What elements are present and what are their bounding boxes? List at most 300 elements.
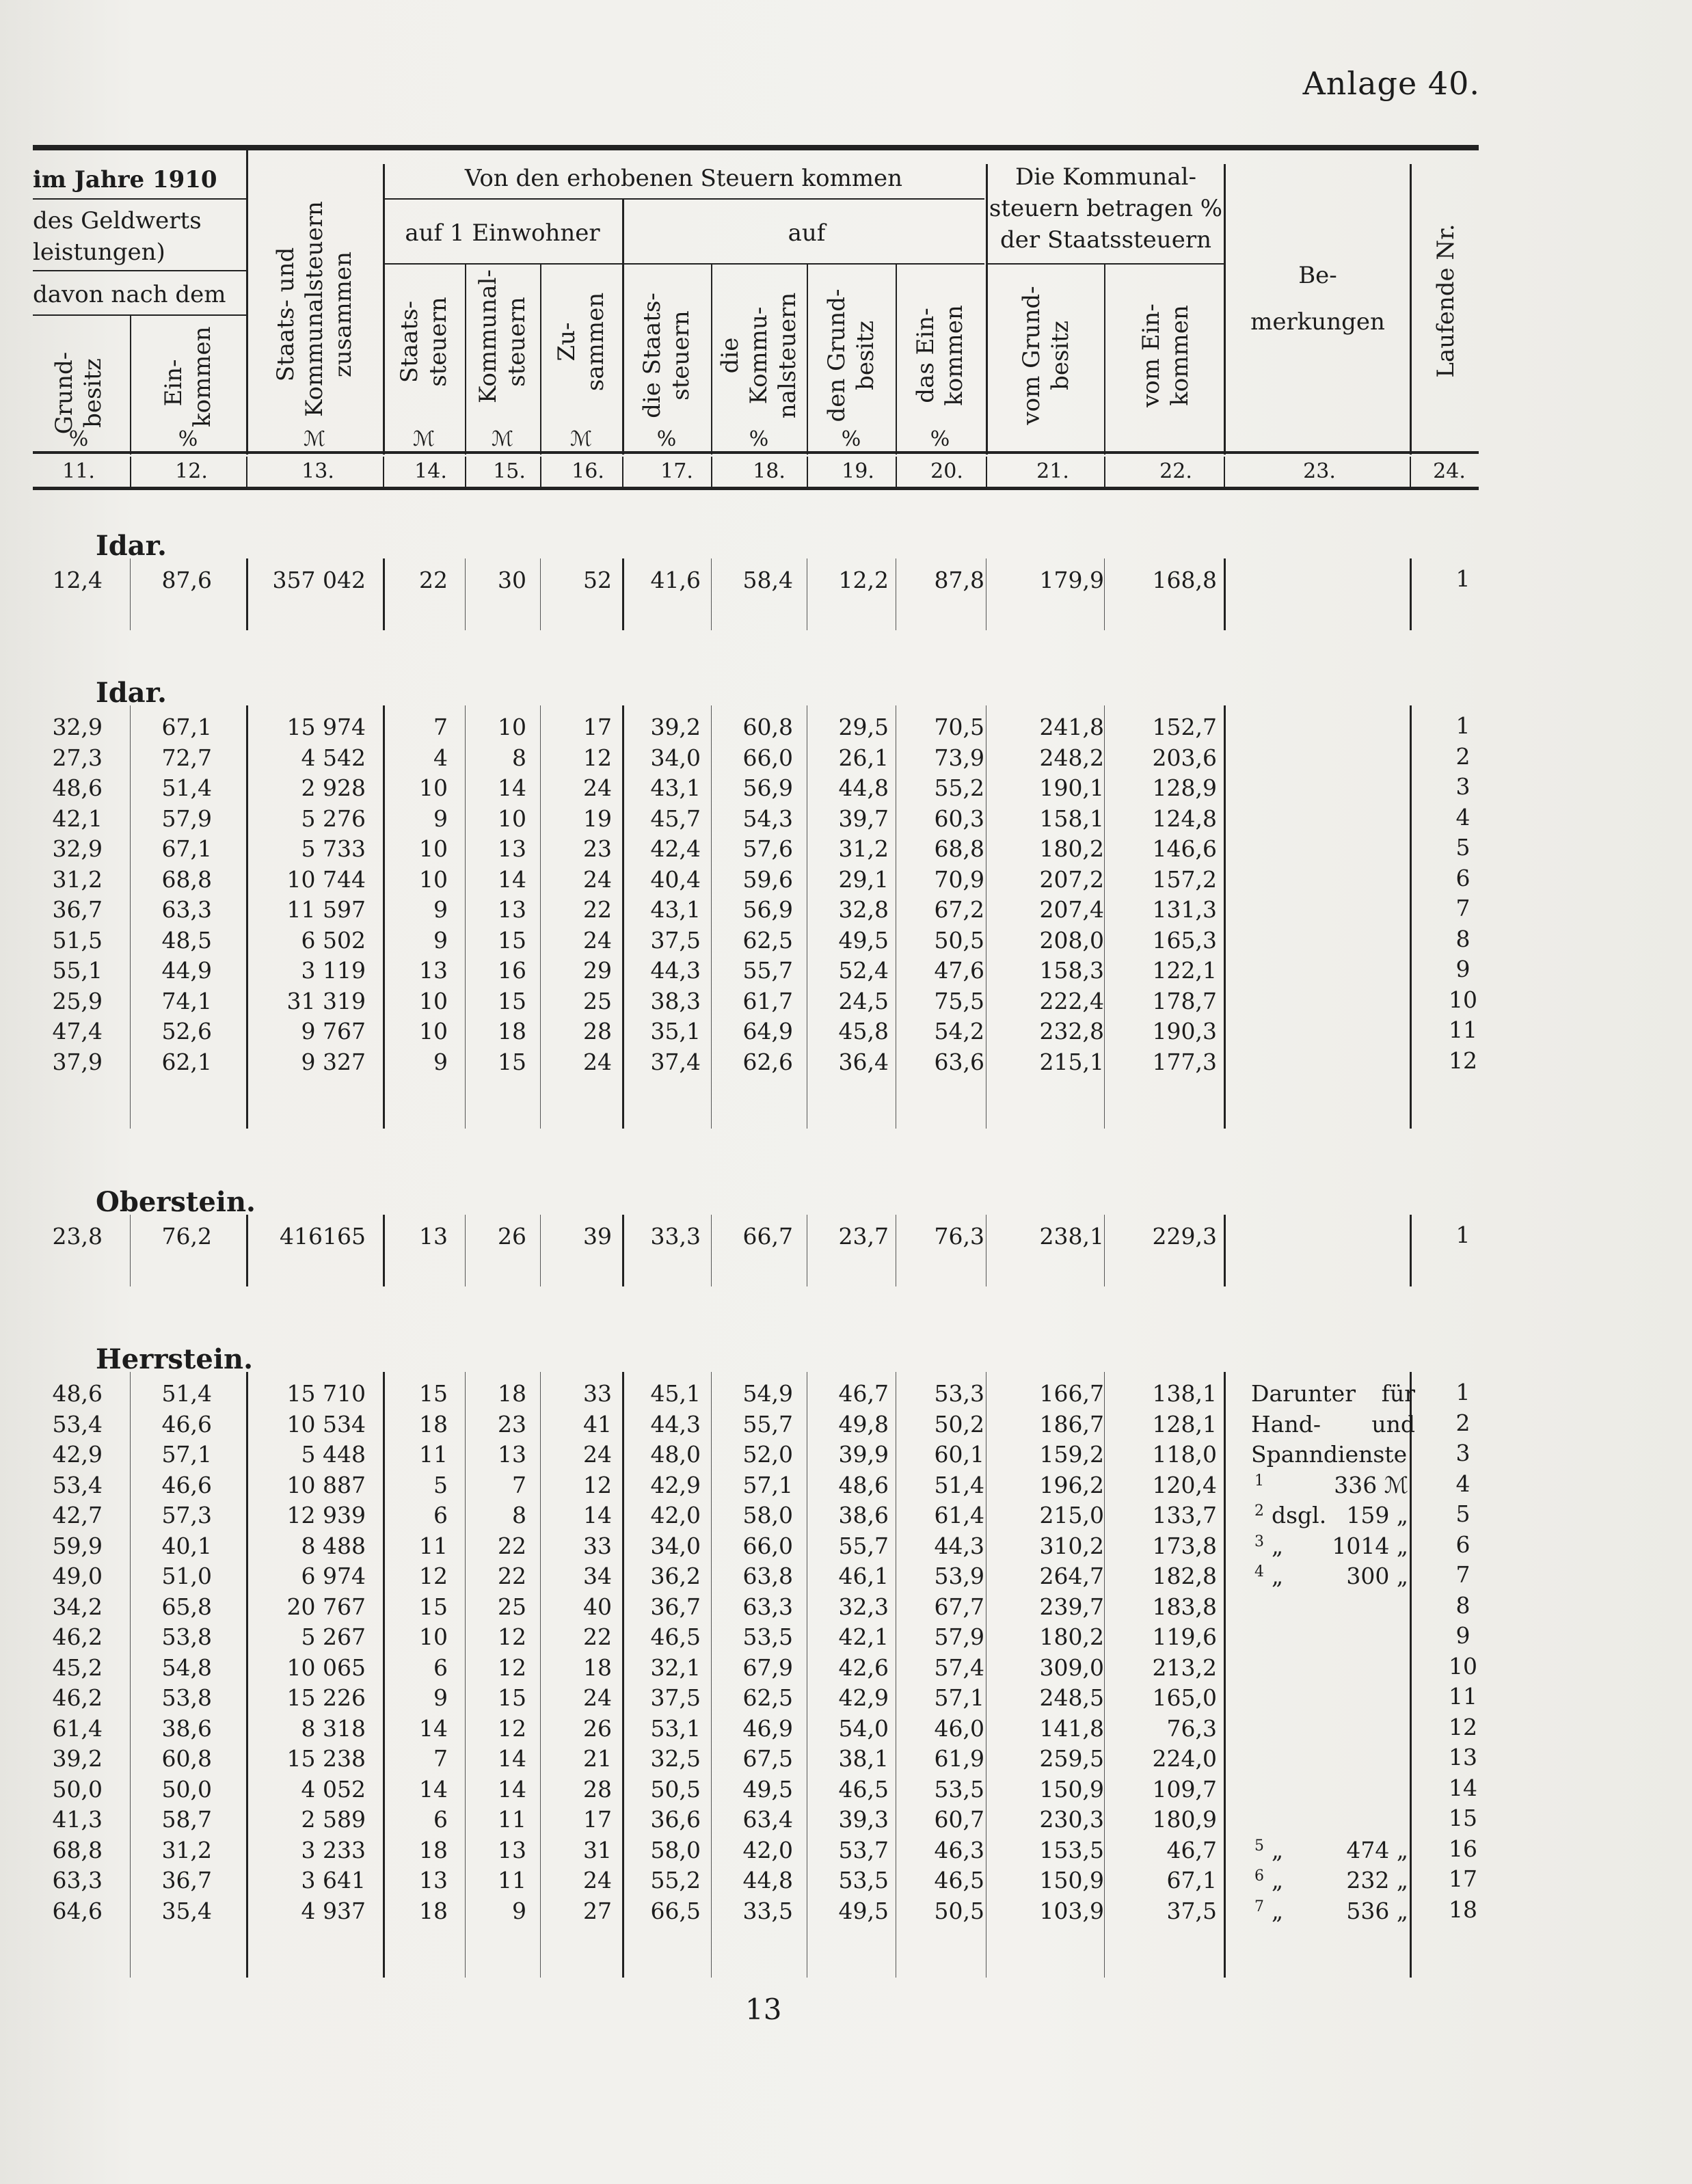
table-cell: 54,2 bbox=[934, 1018, 984, 1044]
table-cell: 60,8 bbox=[161, 1745, 212, 1772]
table-cell: 173,8 bbox=[1152, 1532, 1217, 1559]
header-divider bbox=[383, 164, 385, 455]
table-cell: 232,8 bbox=[1039, 1018, 1104, 1044]
table-cell: 30 bbox=[498, 567, 526, 593]
table-cell: 248,5 bbox=[1039, 1684, 1104, 1711]
table-cell: 55,7 bbox=[838, 1532, 889, 1559]
table-cell: 47,6 bbox=[934, 957, 984, 984]
header-geldwerts: des Geldwerts bbox=[33, 207, 202, 234]
table-cell: 5 bbox=[433, 1471, 448, 1498]
table-cell: 68,8 bbox=[934, 835, 984, 862]
table-cell: 67,2 bbox=[934, 896, 984, 923]
table-cell: 5 267 bbox=[301, 1623, 366, 1650]
table-cell: 62,5 bbox=[742, 926, 793, 954]
column-number: 14. bbox=[414, 459, 447, 483]
header-subrule bbox=[33, 270, 246, 271]
row-number: 11 bbox=[1449, 1683, 1477, 1710]
table-cell: 51,4 bbox=[934, 1471, 984, 1498]
table-cell: 109,7 bbox=[1152, 1775, 1217, 1803]
colnum-divider bbox=[383, 457, 384, 487]
table-cell: 46,2 bbox=[52, 1623, 103, 1650]
table-cell: 138,1 bbox=[1152, 1380, 1217, 1407]
table-cell: 6 974 bbox=[301, 1563, 366, 1589]
table-cell: 34 bbox=[583, 1563, 612, 1589]
table-cell: 51,4 bbox=[161, 774, 212, 801]
table-cell: 16 bbox=[498, 957, 526, 984]
table-cell: 20 767 bbox=[286, 1593, 366, 1620]
table-cell: 158,1 bbox=[1039, 805, 1104, 832]
table-cell: 122,1 bbox=[1152, 957, 1217, 984]
table-cell: 62,1 bbox=[161, 1048, 212, 1075]
row-number: 1 bbox=[1455, 565, 1471, 592]
table-cell: 67,1 bbox=[161, 835, 212, 862]
table-cell: 52,0 bbox=[742, 1441, 793, 1468]
table-cell: 37,5 bbox=[650, 1684, 701, 1711]
row-number: 10 bbox=[1449, 986, 1477, 1013]
row-number: 8 bbox=[1455, 925, 1471, 952]
table-cell: 31 bbox=[583, 1836, 612, 1863]
table-cell: 66,5 bbox=[650, 1897, 701, 1924]
table-cell: 57,6 bbox=[742, 835, 793, 862]
unit-label: ℳ bbox=[303, 427, 326, 451]
colnum-divider bbox=[465, 457, 466, 487]
page-header: Anlage 40. bbox=[1302, 65, 1480, 102]
table-cell: 46,6 bbox=[161, 1410, 212, 1438]
table-cell: 23 bbox=[583, 835, 612, 862]
table-cell: 10 bbox=[419, 1623, 448, 1650]
table-cell: 309,0 bbox=[1039, 1654, 1104, 1681]
table-cell: 46,7 bbox=[1166, 1836, 1217, 1863]
table-cell: 6 bbox=[433, 1502, 448, 1528]
table-cell: 39,2 bbox=[650, 714, 701, 740]
table-cell: 45,2 bbox=[52, 1654, 103, 1681]
table-cell: 8 bbox=[512, 744, 526, 771]
table-cell: 37,5 bbox=[650, 926, 701, 954]
table-cell: 46,7 bbox=[838, 1380, 889, 1407]
table-cell: 131,3 bbox=[1152, 896, 1217, 923]
table-cell: 124,8 bbox=[1152, 805, 1217, 832]
table-cell: 34,0 bbox=[650, 1532, 701, 1559]
row-number: 3 bbox=[1455, 773, 1471, 800]
table-cell: 196,2 bbox=[1039, 1471, 1104, 1498]
table-cell: 34,2 bbox=[52, 1593, 103, 1620]
table-cell: 61,4 bbox=[934, 1502, 984, 1528]
table-cell: 9 bbox=[433, 1048, 448, 1075]
table-cell: 33 bbox=[583, 1532, 612, 1559]
table-cell: 42,6 bbox=[838, 1654, 889, 1681]
table-cell: 230,3 bbox=[1039, 1806, 1104, 1833]
header-col14: Staats- steuern bbox=[396, 297, 452, 387]
footnote-mark: 3 bbox=[1254, 1533, 1264, 1550]
table-cell: 51,0 bbox=[161, 1563, 212, 1589]
header-group-von: Von den erhobenen Steuern kommen bbox=[464, 165, 903, 192]
table-cell: 64,6 bbox=[52, 1897, 103, 1924]
table-cell: 3 119 bbox=[301, 957, 366, 984]
table-cell: 67,7 bbox=[934, 1593, 984, 1620]
table-cell: 17 bbox=[583, 1806, 612, 1833]
table-cell: 53,8 bbox=[161, 1684, 212, 1711]
table-cell: 38,6 bbox=[161, 1714, 212, 1742]
table-cell: 7 bbox=[433, 1745, 448, 1772]
table-cell: 87,6 bbox=[161, 567, 212, 593]
table-cell: 13 bbox=[498, 1441, 526, 1468]
table-cell: 15 bbox=[419, 1593, 448, 1620]
table-cell: 15 238 bbox=[286, 1745, 366, 1772]
unit-label: % bbox=[178, 427, 198, 451]
table-cell: 70,5 bbox=[934, 714, 984, 740]
table-cell: 40,1 bbox=[161, 1532, 212, 1559]
table-cell: 53,4 bbox=[52, 1471, 103, 1498]
table-cell: 58,4 bbox=[742, 567, 793, 593]
colnum-divider bbox=[807, 457, 808, 487]
table-cell: 49,8 bbox=[838, 1410, 889, 1438]
column-rule bbox=[1410, 705, 1412, 1129]
table-cell: 57,1 bbox=[934, 1684, 984, 1711]
table-cell: 207,4 bbox=[1039, 896, 1104, 923]
table-cell: 14 bbox=[498, 865, 526, 893]
table-cell: 33,3 bbox=[650, 1223, 701, 1250]
table-cell: 60,8 bbox=[742, 714, 793, 740]
table-cell: 10 bbox=[419, 865, 448, 893]
table-cell: 18 bbox=[419, 1410, 448, 1438]
row-number: 18 bbox=[1449, 1896, 1477, 1923]
table-cell: 11 bbox=[419, 1441, 448, 1468]
footnote-mark: 2 bbox=[1254, 1502, 1264, 1520]
table-cell: 5 276 bbox=[301, 805, 366, 832]
table-cell: 12 bbox=[583, 1471, 612, 1498]
colnum-divider bbox=[1410, 457, 1411, 487]
table-cell: 24 bbox=[583, 1441, 612, 1468]
column-number: 12. bbox=[175, 459, 208, 483]
table-cell: 48,6 bbox=[52, 774, 103, 801]
row-number: 15 bbox=[1449, 1805, 1477, 1831]
table-cell: 46,5 bbox=[650, 1623, 701, 1650]
table-cell: 53,9 bbox=[934, 1563, 984, 1589]
table-cell: 7 bbox=[433, 714, 448, 740]
section-title: Oberstein. bbox=[96, 1186, 256, 1218]
table-cell: 248,2 bbox=[1039, 744, 1104, 771]
colnum-divider bbox=[622, 457, 623, 487]
unit-label: % bbox=[930, 427, 950, 451]
header-col11: Grund- besitz bbox=[51, 351, 107, 435]
column-rule bbox=[246, 1215, 248, 1286]
table-cell: 13 bbox=[419, 1867, 448, 1893]
row-number: 9 bbox=[1455, 1622, 1471, 1649]
table-cell: 62,5 bbox=[742, 1684, 793, 1711]
table-cell: 203,6 bbox=[1152, 744, 1217, 771]
table-cell: 168,8 bbox=[1152, 567, 1217, 593]
table-cell: 52,4 bbox=[838, 957, 889, 984]
table-cell: 41,6 bbox=[650, 567, 701, 593]
table-cell: 9 bbox=[433, 896, 448, 923]
table-cell: 15 bbox=[498, 926, 526, 954]
table-cell: 24,5 bbox=[838, 987, 889, 1014]
table-cell: 150,9 bbox=[1039, 1775, 1104, 1803]
table-cell: 42,9 bbox=[52, 1441, 103, 1468]
table-cell: 44,3 bbox=[650, 957, 701, 984]
table-cell: 39,2 bbox=[52, 1745, 103, 1772]
table-cell: 62,6 bbox=[742, 1048, 793, 1075]
table-cell: 46,2 bbox=[52, 1684, 103, 1711]
table-cell: 158,3 bbox=[1039, 957, 1104, 984]
row-number: 4 bbox=[1455, 803, 1471, 831]
table-cell: 215,0 bbox=[1039, 1502, 1104, 1528]
header-subrule bbox=[383, 263, 984, 265]
table-cell: 67,9 bbox=[742, 1654, 793, 1681]
table-cell: 146,6 bbox=[1152, 835, 1217, 862]
footnote-mark: 6 bbox=[1254, 1868, 1264, 1885]
row-number: 6 bbox=[1455, 1531, 1471, 1558]
remark-text: Hand- und bbox=[1251, 1410, 1415, 1438]
table-cell: 165,3 bbox=[1152, 926, 1217, 954]
table-cell: 119,6 bbox=[1152, 1623, 1217, 1650]
table-cell: 50,5 bbox=[650, 1775, 701, 1803]
table-cell: 50,0 bbox=[52, 1775, 103, 1803]
table-cell: 57,1 bbox=[161, 1441, 212, 1468]
table-cell: 49,5 bbox=[838, 1897, 889, 1924]
table-cell: 13 bbox=[498, 1836, 526, 1863]
table-cell: 53,1 bbox=[650, 1714, 701, 1742]
table-cell: 12 bbox=[498, 1714, 526, 1742]
table-cell: 57,4 bbox=[934, 1654, 984, 1681]
table-cell: 50,5 bbox=[934, 1897, 984, 1924]
table-cell: 190,3 bbox=[1152, 1018, 1217, 1044]
column-number: 22. bbox=[1159, 459, 1192, 483]
table-cell: 63,4 bbox=[742, 1806, 793, 1833]
table-cell: 46,3 bbox=[934, 1836, 984, 1863]
row-number: 14 bbox=[1449, 1774, 1477, 1801]
column-number: 23. bbox=[1303, 459, 1336, 483]
row-number: 12 bbox=[1449, 1713, 1477, 1740]
table-cell: 39,7 bbox=[838, 805, 889, 832]
table-cell: 180,2 bbox=[1039, 835, 1104, 862]
table-cell: 68,8 bbox=[52, 1836, 103, 1863]
table-cell: 49,5 bbox=[742, 1775, 793, 1803]
row-number: 2 bbox=[1455, 742, 1471, 770]
table-cell: 180,9 bbox=[1152, 1806, 1217, 1833]
table-cell: 18 bbox=[419, 1897, 448, 1924]
table-cell: 12 bbox=[498, 1623, 526, 1650]
remark-label: „ bbox=[1272, 1532, 1284, 1559]
table-cell: 23,7 bbox=[838, 1223, 889, 1250]
row-number: 10 bbox=[1449, 1652, 1477, 1680]
header-col23-1: Be- bbox=[1298, 262, 1337, 289]
header-kommunal-1: Die Kommunal- bbox=[1015, 163, 1196, 191]
table-cell: 42,9 bbox=[838, 1684, 889, 1711]
table-cell: 416165 bbox=[280, 1223, 366, 1250]
table-cell: 190,1 bbox=[1039, 774, 1104, 801]
table-cell: 57,9 bbox=[934, 1623, 984, 1650]
row-number: 1 bbox=[1455, 1222, 1471, 1248]
header-kommunal-2: steuern betragen % bbox=[989, 195, 1223, 222]
table-cell: 32,9 bbox=[52, 714, 103, 740]
unit-label: ℳ bbox=[569, 427, 593, 451]
table-cell: 66,0 bbox=[742, 744, 793, 771]
table-cell: 54,8 bbox=[161, 1654, 212, 1681]
header-divider bbox=[807, 263, 808, 455]
table-cell: 22 bbox=[583, 896, 612, 923]
table-cell: 4 542 bbox=[301, 744, 366, 771]
header-divider bbox=[1104, 263, 1105, 455]
table-cell: 55,2 bbox=[650, 1867, 701, 1893]
table-cell: 9 bbox=[433, 805, 448, 832]
table-cell: 10 065 bbox=[286, 1654, 366, 1681]
table-cell: 52,6 bbox=[161, 1018, 212, 1044]
colnum-divider bbox=[711, 457, 712, 487]
table-cell: 31,2 bbox=[52, 865, 103, 893]
table-cell: 9 767 bbox=[301, 1018, 366, 1044]
table-cell: 12 bbox=[498, 1654, 526, 1681]
table-cell: 58,0 bbox=[650, 1836, 701, 1863]
table-cell: 32,9 bbox=[52, 835, 103, 862]
table-cell: 310,2 bbox=[1039, 1532, 1104, 1559]
table-cell: 12,2 bbox=[838, 567, 889, 593]
table-cell: 55,7 bbox=[742, 957, 793, 984]
table-cell: 11 bbox=[498, 1806, 526, 1833]
table-cell: 40,4 bbox=[650, 865, 701, 893]
table-cell: 76,2 bbox=[161, 1223, 212, 1250]
table-cell: 46,5 bbox=[838, 1775, 889, 1803]
table-cell: 208,0 bbox=[1039, 926, 1104, 954]
table-cell: 39 bbox=[583, 1223, 612, 1250]
table-cell: 9 327 bbox=[301, 1048, 366, 1075]
table-cell: 29 bbox=[583, 957, 612, 984]
table-cell: 15 bbox=[498, 1684, 526, 1711]
table-cell: 24 bbox=[583, 926, 612, 954]
remark-value: 300 „ bbox=[1346, 1563, 1408, 1589]
table-cell: 50,5 bbox=[934, 926, 984, 954]
table-cell: 40 bbox=[583, 1593, 612, 1620]
table-cell: 25 bbox=[498, 1593, 526, 1620]
header-col22: vom Ein- kommen bbox=[1138, 304, 1194, 407]
table-cell: 63,3 bbox=[742, 1593, 793, 1620]
unit-label: % bbox=[749, 427, 769, 451]
table-cell: 38,1 bbox=[838, 1745, 889, 1772]
table-cell: 32,1 bbox=[650, 1654, 701, 1681]
table-cell: 53,8 bbox=[161, 1623, 212, 1650]
table-cell: 29,1 bbox=[838, 865, 889, 893]
section-title: Idar. bbox=[96, 530, 167, 562]
table-cell: 42,9 bbox=[650, 1471, 701, 1498]
table-cell: 229,3 bbox=[1152, 1223, 1217, 1250]
header-divider bbox=[622, 198, 624, 455]
colnum-bottom-rule bbox=[33, 487, 1479, 490]
table-cell: 53,3 bbox=[934, 1380, 984, 1407]
table-cell: 55,7 bbox=[742, 1410, 793, 1438]
table-cell: 60,1 bbox=[934, 1441, 984, 1468]
table-cell: 166,7 bbox=[1039, 1380, 1104, 1407]
header-subrule bbox=[33, 198, 246, 200]
table-cell: 32,5 bbox=[650, 1745, 701, 1772]
table-cell: 10 887 bbox=[286, 1471, 366, 1498]
table-cell: 45,8 bbox=[838, 1018, 889, 1044]
table-cell: 21 bbox=[583, 1745, 612, 1772]
table-cell: 27,3 bbox=[52, 744, 103, 771]
table-cell: 59,9 bbox=[52, 1532, 103, 1559]
table-cell: 26 bbox=[583, 1714, 612, 1742]
table-cell: 182,8 bbox=[1152, 1563, 1217, 1589]
table-cell: 33 bbox=[583, 1380, 612, 1407]
colnum-divider bbox=[1104, 457, 1105, 487]
table-cell: 259,5 bbox=[1039, 1745, 1104, 1772]
header-leistungen: leistungen) bbox=[33, 239, 165, 266]
table-cell: 2 589 bbox=[301, 1806, 366, 1833]
table-cell: 76,3 bbox=[1166, 1714, 1217, 1742]
table-cell: 165,0 bbox=[1152, 1684, 1217, 1711]
table-cell: 87,8 bbox=[934, 567, 984, 593]
table-cell: 8 488 bbox=[301, 1532, 366, 1559]
remark-label: „ bbox=[1272, 1897, 1284, 1924]
table-cell: 56,9 bbox=[742, 774, 793, 801]
table-cell: 23 bbox=[498, 1410, 526, 1438]
table-cell: 22 bbox=[498, 1532, 526, 1559]
footnote-mark: 1 bbox=[1254, 1472, 1264, 1489]
table-cell: 157,2 bbox=[1152, 865, 1217, 893]
table-cell: 3 641 bbox=[301, 1867, 366, 1893]
table-cell: 57,3 bbox=[161, 1502, 212, 1528]
table-cell: 39,3 bbox=[838, 1806, 889, 1833]
table-cell: 46,1 bbox=[838, 1563, 889, 1589]
table-cell: 39,9 bbox=[838, 1441, 889, 1468]
table-cell: 9 bbox=[512, 1897, 526, 1924]
table-cell: 42,0 bbox=[650, 1502, 701, 1528]
table-cell: 58,0 bbox=[742, 1502, 793, 1528]
table-cell: 24 bbox=[583, 1684, 612, 1711]
table-cell: 48,0 bbox=[650, 1441, 701, 1468]
table-cell: 24 bbox=[583, 1048, 612, 1075]
table-cell: 42,7 bbox=[52, 1502, 103, 1528]
table-cell: 239,7 bbox=[1039, 1593, 1104, 1620]
table-cell: 17 bbox=[583, 714, 612, 740]
table-cell: 44,9 bbox=[161, 957, 212, 984]
table-cell: 10 bbox=[498, 714, 526, 740]
header-kommunal-3: der Staatssteuern bbox=[1000, 226, 1211, 254]
table-cell: 44,8 bbox=[742, 1867, 793, 1893]
table-cell: 27 bbox=[583, 1897, 612, 1924]
table-cell: 41 bbox=[583, 1410, 612, 1438]
table-cell: 224,0 bbox=[1152, 1745, 1217, 1772]
table-cell: 18 bbox=[498, 1380, 526, 1407]
table-cell: 70,9 bbox=[934, 865, 984, 893]
header-subrule bbox=[383, 198, 984, 200]
table-cell: 53,5 bbox=[934, 1775, 984, 1803]
table-cell: 53,7 bbox=[838, 1836, 889, 1863]
table-cell: 67,5 bbox=[742, 1745, 793, 1772]
table-cell: 61,4 bbox=[52, 1714, 103, 1742]
unit-label: % bbox=[656, 427, 677, 451]
table-cell: 8 318 bbox=[301, 1714, 366, 1742]
header-davon: davon nach dem bbox=[33, 281, 226, 308]
row-number: 1 bbox=[1455, 712, 1471, 739]
table-cell: 10 bbox=[419, 835, 448, 862]
table-cell: 44,3 bbox=[934, 1532, 984, 1559]
footnote-mark: 7 bbox=[1254, 1898, 1264, 1915]
row-number: 1 bbox=[1455, 1379, 1471, 1405]
table-cell: 177,3 bbox=[1152, 1048, 1217, 1075]
table-cell: 18 bbox=[583, 1654, 612, 1681]
table-cell: 57,1 bbox=[742, 1471, 793, 1498]
table-cell: 36,2 bbox=[650, 1563, 701, 1589]
column-number: 17. bbox=[660, 459, 693, 483]
table-cell: 36,4 bbox=[838, 1048, 889, 1075]
footnote-mark: 4 bbox=[1254, 1563, 1264, 1580]
table-cell: 186,7 bbox=[1039, 1410, 1104, 1438]
table-cell: 32,3 bbox=[838, 1593, 889, 1620]
table-cell: 15 974 bbox=[286, 714, 366, 740]
table-cell: 13 bbox=[419, 957, 448, 984]
table-cell: 36,7 bbox=[161, 1867, 212, 1893]
table-cell: 22 bbox=[498, 1563, 526, 1589]
